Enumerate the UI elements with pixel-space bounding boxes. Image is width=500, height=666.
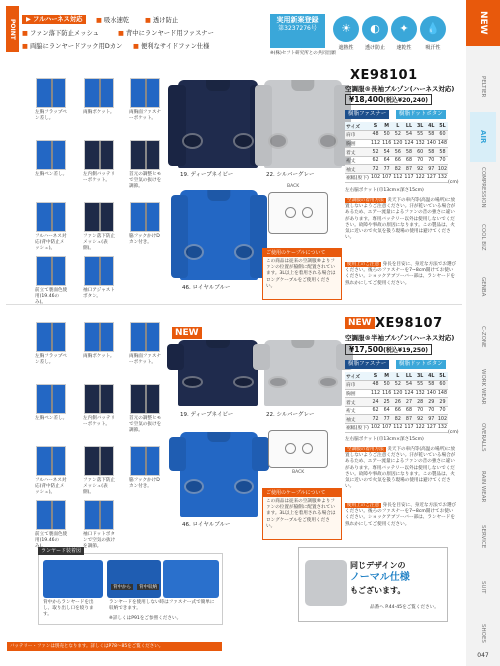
- size-cell: 70: [415, 406, 426, 415]
- size-cell: 116: [382, 140, 392, 146]
- size-cell: 着丈: [345, 398, 370, 407]
- size-cell: 62: [370, 406, 381, 415]
- size-cell: 112: [393, 175, 403, 181]
- detail-caption: 左胸ペン差し。: [35, 172, 68, 177]
- page-number: 047: [477, 652, 489, 659]
- detail-photo: [36, 322, 66, 352]
- detail-photo: [84, 384, 114, 414]
- size-cell: 148: [437, 390, 448, 396]
- size-cell: 82: [392, 415, 403, 424]
- normal-jacket-image: [305, 560, 347, 606]
- size-cell: 70: [426, 406, 437, 415]
- note-caution-1: 使用上のご注意 身長を目安に、身近な方法でお選びください。後ろのファスナーを7~8cm開けてお使いください。ショックアブソーバー部は、ランヤードを熟れかにしてご使用ください。: [345, 262, 457, 286]
- product-price-1: ¥18,400(税込¥20,240): [345, 94, 432, 105]
- color-label-blue: 46. ロイヤルブルー: [182, 285, 231, 291]
- new-tag: NEW: [172, 327, 202, 339]
- detail-caption: 両胸面ファスナーポケット。: [129, 354, 161, 365]
- sun-icon: ☀: [333, 16, 359, 42]
- size-cell: 132: [415, 140, 425, 146]
- jacket-gray-shortsleeve: [264, 340, 342, 406]
- size-cell: 92: [415, 415, 426, 424]
- size-cell: 4L: [426, 122, 437, 131]
- size-row: [345, 165, 448, 174]
- function-label: 透け防止: [364, 45, 385, 51]
- detail-photo: [36, 384, 66, 414]
- size-cell: 87: [403, 165, 414, 174]
- size-cell: 25: [381, 398, 392, 407]
- detail-photo: [84, 78, 114, 108]
- cable-caution-box-2: ご使用のケーブルについて この商品は従来の空調服®よりファンの位置が脇側に配置されています。3L以上を着用される場合はロングケーブルをご使用ください。: [262, 488, 342, 540]
- no-see-through-icon: ◐: [362, 16, 388, 42]
- feature-fan-mesh: ■ ファン落下防止メッシュ: [22, 30, 99, 37]
- size-cell: 120: [393, 390, 403, 396]
- size-cell: 132: [415, 390, 425, 396]
- note-usage-1: 空調服の着用方法 炎天下の車内等(高温の場所)に放置しないようご注意ください。汗が乾いている場合があるため、エアー流量によるファンの音の強さに違いがあります。専用バッテリー以外は使用しないでください。故障や事故の原因になります。この製品は、火気に近いので火気を扱う現場の使用は避けてください。: [345, 198, 456, 241]
- size-cell: 袖丈: [345, 415, 370, 424]
- size-cell: 140: [426, 140, 436, 146]
- size-cell: 72: [370, 165, 381, 174]
- size-cell: 64: [381, 156, 392, 165]
- detail-caption: ファン落下防止メッシュ(表側)。: [83, 234, 116, 251]
- sidebar-new-badge: NEW: [466, 0, 500, 46]
- patent-note: ※(株)セフト研究所との共同出願: [270, 51, 336, 56]
- size-cell: 77: [381, 165, 392, 174]
- color-label-gray-2: 22. シルバーグレー: [266, 412, 315, 418]
- size-cell: 27: [403, 398, 414, 407]
- size-cell: 70: [437, 406, 448, 415]
- unit-2: (cm): [448, 430, 459, 435]
- detail-caption: 左胸フラップペン差し。: [35, 110, 67, 121]
- size-cell: 120: [393, 140, 403, 146]
- size-cell: 124: [404, 140, 414, 146]
- tag-button-1: 樹脂ドットボタン: [396, 110, 446, 119]
- jacket-blue-longsleeve: [180, 190, 258, 280]
- detail-photo: [130, 446, 160, 476]
- detail-photo: [84, 446, 114, 476]
- sidebar-item-work-wear[interactable]: WORK WEAR: [480, 369, 486, 405]
- size-cell: 132: [437, 175, 448, 181]
- detail-photo: [130, 322, 160, 352]
- size-cell: 58: [426, 381, 437, 390]
- size-table-2: [345, 372, 448, 433]
- size-cell: 127: [426, 425, 436, 431]
- new-badge-2: NEW: [345, 317, 375, 329]
- detail-caption: フルハーネス対応(背中防止メッシュ)。: [35, 478, 67, 495]
- size-cell: 55: [415, 131, 426, 140]
- detail-caption: 脇フックかけDカン付き。: [129, 478, 160, 489]
- size-cell: 裄丈: [345, 156, 370, 165]
- detail-photo: [36, 140, 66, 170]
- detail-caption: 前立て裏面色使用(19.46のみ)。: [35, 288, 68, 305]
- size-cell: 62: [370, 156, 381, 165]
- detail-photo: [36, 78, 66, 108]
- size-row: [345, 398, 448, 407]
- detail-caption: 両胸ポケット。: [83, 110, 115, 115]
- size-row: [345, 174, 448, 183]
- note-caution-2: 使用上のご注意 身長を目安に、身近な方法でお選びください。後ろのファスナーを7~8cm開けてお使いください。ショックアブソーバー部は、ランヤードを熟れかにしてご使用ください。: [345, 503, 457, 527]
- size-cell: 50: [381, 381, 392, 390]
- back-view-drawing: [268, 192, 328, 234]
- detail-caption: フルハーネス対応(背中防止メッシュ)。: [35, 234, 67, 251]
- size-cell: サイズ: [345, 122, 370, 131]
- size-row: [345, 156, 448, 165]
- size-cell: 107: [382, 425, 392, 431]
- tag-zipper-2: 樹脂ファスナー: [345, 360, 389, 369]
- size-cell: 92: [415, 165, 426, 174]
- size-cell: 28: [415, 398, 426, 407]
- tag-button-2: 樹脂ドットボタン: [396, 360, 446, 369]
- pocket-note-1: 左右脇ポケット(巾13cm×深さ15cm): [345, 188, 424, 193]
- size-cell: 4L: [426, 372, 437, 381]
- size-cell: S: [370, 372, 381, 381]
- detail-photo: [84, 202, 114, 232]
- size-cell: 140: [426, 390, 436, 396]
- size-cell: 102: [370, 425, 381, 431]
- size-cell: 124: [404, 390, 414, 396]
- size-cell: 132: [437, 425, 448, 431]
- product-name-2: 空調服®半袖ブルゾン(ハーネス対応): [345, 334, 455, 342]
- size-cell: 24: [370, 398, 381, 407]
- detail-photo: [84, 322, 114, 352]
- size-cell: 5L: [437, 372, 448, 381]
- detail-caption: 袖口アジャストボタン。: [83, 288, 115, 299]
- normal-spec-text: 同じデザインの ノーマル仕様 もございます。: [350, 561, 410, 596]
- unit-1: (cm): [448, 180, 459, 185]
- sidebar-item-overalls[interactable]: OVERALLS: [480, 422, 486, 452]
- size-cell: 68: [403, 406, 414, 415]
- size-cell: 56: [392, 148, 403, 157]
- size-cell: 66: [392, 156, 403, 165]
- size-cell: L: [392, 372, 403, 381]
- size-cell: 48: [370, 131, 381, 140]
- size-cell: 29: [426, 398, 437, 407]
- sidebar-item-compression[interactable]: COMPRESSION: [480, 166, 486, 208]
- sidebar-item-suit[interactable]: SUIT: [480, 580, 486, 594]
- size-table-1: [345, 122, 448, 183]
- size-row: [345, 389, 448, 398]
- detail-caption: 袖口ドットボタンで空気の抜けを調節。: [83, 532, 116, 549]
- size-cell: 60: [415, 148, 426, 157]
- feature-side-fan: ■ 便利なサイドファン仕様: [133, 43, 210, 50]
- size-cell: 68: [403, 156, 414, 165]
- feature-lanyard-zipper: ■ 背中にランヤード用ファスナー: [118, 30, 214, 37]
- size-cell: LL: [403, 372, 414, 381]
- detail-caption: 首元の調整ヒモで空気の抜けを調節。: [129, 416, 162, 433]
- size-cell: 26: [392, 398, 403, 407]
- feature-no-see-through: ■ 透け防止: [145, 17, 179, 24]
- detail-photo: [84, 500, 114, 530]
- detail-photo: [36, 256, 66, 286]
- size-cell: L: [392, 122, 403, 131]
- color-label-navy-2: 19. ディープネイビー: [180, 412, 234, 418]
- detail-photo: [130, 78, 160, 108]
- normal-spec-ref: 品番へ P.44-45をご覧ください。: [370, 605, 439, 610]
- size-cell: 112: [370, 140, 381, 146]
- detail-photo: [84, 256, 114, 286]
- size-cell: 裄丈: [345, 406, 370, 415]
- jacket-gray-longsleeve: [264, 80, 342, 168]
- detail-caption: 首元の調整ヒモで空気の抜けを調節。: [129, 172, 162, 189]
- size-cell: 3L: [415, 372, 426, 381]
- sidebar-item-air[interactable]: AIR: [470, 112, 496, 162]
- lanyard-use-photo: 背中から 背中収納: [107, 560, 161, 598]
- size-cell: 55: [415, 381, 426, 390]
- size-cell: 52: [370, 148, 381, 157]
- size-cell: 148: [437, 140, 448, 146]
- detail-caption: 両胸ポケット。: [83, 354, 115, 359]
- size-row: [345, 122, 448, 131]
- sidebar-item-genba[interactable]: GENBA: [480, 277, 486, 297]
- size-cell: 胸囲: [345, 139, 370, 148]
- size-cell: 裾幅(股下): [345, 424, 370, 433]
- size-cell: 袖丈: [345, 165, 370, 174]
- detail-photo: [36, 202, 66, 232]
- detail-caption: 脇フックかけDカン付き。: [129, 234, 160, 245]
- size-cell: 54: [403, 131, 414, 140]
- pocket-note-2: 左右脇ポケット(巾13cm×深さ15cm): [345, 437, 424, 442]
- size-row: [345, 415, 448, 424]
- product-code-1: XE98101: [350, 68, 418, 83]
- feature-quick-dry: ■ 吸水速乾: [96, 17, 130, 24]
- size-cell: 胸囲: [345, 389, 370, 398]
- size-cell: 102: [370, 175, 381, 181]
- product-name-1: 空調服®長袖ブルゾン(ハーネス対応): [345, 85, 455, 93]
- size-row: [345, 381, 448, 390]
- size-cell: S: [370, 122, 381, 131]
- size-row: [345, 406, 448, 415]
- color-label-navy: 19. ディープネイビー: [180, 172, 234, 178]
- sidebar-item-c-zone[interactable]: C-ZONE: [480, 326, 486, 348]
- jacket-blue-shortsleeve: [180, 432, 258, 517]
- footer-battery-note: バッテリー・ファンは別売となります。詳しくはP78～85をご覧ください。: [7, 642, 222, 651]
- back-label-2: BACK: [292, 470, 305, 475]
- size-cell: 107: [382, 175, 392, 181]
- lanyard-diagram-box: 背中から 背中収納 背中からランヤードを出し、取り出し口を絞ります。 ランヤードを使用しない時はファスナー式で簡単に収納できます。 ※詳しくはP91をご参照ください。: [38, 553, 223, 625]
- lanyard-photo: [43, 560, 103, 598]
- size-cell: 127: [426, 175, 436, 181]
- size-row: [345, 139, 448, 148]
- sidebar-item-service[interactable]: SERVICE: [480, 525, 486, 549]
- quick-dry-icon: ✦: [391, 16, 417, 42]
- size-cell: 54: [381, 148, 392, 157]
- detail-caption: 左内側バッテリーポケット。: [83, 172, 116, 183]
- size-cell: 肩巾: [345, 381, 370, 390]
- lanyard-title: ランヤード装着図: [38, 547, 84, 555]
- size-cell: 116: [382, 390, 392, 396]
- jacket-navy-shortsleeve: [178, 340, 258, 406]
- size-cell: 97: [426, 165, 437, 174]
- tag-zipper-1: 樹脂ファスナー: [345, 110, 389, 119]
- size-cell: 102: [437, 166, 448, 172]
- size-row: [345, 372, 448, 381]
- size-cell: 72: [370, 415, 381, 424]
- note-usage-2: 空調服の着用方法 炎天下の車内等(高温の場所)に放置しないようご注意ください。汗が乾いている場合があるため、エアー流量によるファンの音の強さに違いがあります。専用バッテリー以外は使用しないでください。故障や事故の原因になります。この製品は、火気に近いので火気を扱う現場の使用は避けてください。: [345, 447, 456, 490]
- size-cell: 肩巾: [345, 131, 370, 140]
- size-cell: 102: [437, 416, 448, 422]
- size-row: [345, 131, 448, 140]
- detail-photo: [36, 446, 66, 476]
- point-label: POINT: [6, 6, 19, 52]
- size-cell: 着丈: [345, 148, 370, 157]
- sweat-absorb-icon: 💧: [420, 16, 446, 42]
- size-cell: 52: [392, 131, 403, 140]
- back-view-drawing-2: [268, 430, 328, 468]
- detail-photo: [130, 202, 160, 232]
- size-cell: 122: [415, 425, 425, 431]
- color-label-gray: 22. シルバーグレー: [266, 172, 315, 178]
- feature-d-ring: ■ 両脇にランヤードフック用Dカン: [22, 43, 123, 50]
- size-cell: 70: [415, 156, 426, 165]
- size-cell: 54: [403, 381, 414, 390]
- size-cell: 58: [403, 148, 414, 157]
- section-divider: [6, 304, 462, 305]
- detail-photo: [84, 140, 114, 170]
- detail-caption: 左内側バッテリーポケット。: [83, 416, 116, 427]
- size-cell: 112: [393, 425, 403, 431]
- detail-photo: [130, 140, 160, 170]
- detail-caption: 前立て裏面色使用(19.46のみ)。: [35, 532, 68, 549]
- feature-harness: ▶ フルハーネス対応: [22, 15, 86, 24]
- size-cell: 50: [381, 131, 392, 140]
- size-cell: 58: [437, 148, 448, 157]
- size-cell: 60: [437, 131, 448, 140]
- product-price-2: ¥17,500(税込¥19,250): [345, 344, 432, 355]
- size-cell: 5L: [437, 122, 448, 131]
- product-code-2: XE98107: [375, 316, 443, 331]
- cable-caution-box-1: ご使用のケーブルについて この商品は従来の空調服®よりファンの位置が脇側に配置されています。3L以上を着用される場合はロングケーブルをご使用ください。: [262, 248, 342, 300]
- size-cell: 82: [392, 165, 403, 174]
- function-label: 速乾性: [396, 45, 412, 51]
- size-cell: LL: [403, 122, 414, 131]
- size-cell: 52: [392, 381, 403, 390]
- detail-caption: 左胸フラップペン差し。: [35, 354, 67, 365]
- size-cell: 97: [426, 415, 437, 424]
- size-cell: 裾幅(股下): [345, 174, 370, 183]
- detail-caption: ファン落下防止メッシュ(表側)。: [83, 478, 116, 495]
- size-cell: 70: [426, 156, 437, 165]
- size-row: [345, 148, 448, 157]
- sidebar-item-shoes[interactable]: SHOES: [480, 623, 486, 643]
- size-cell: M: [381, 372, 392, 381]
- size-cell: 29: [437, 398, 448, 407]
- size-cell: 64: [381, 406, 392, 415]
- size-cell: 58: [426, 148, 437, 157]
- size-cell: 48: [370, 381, 381, 390]
- jacket-navy-longsleeve: [178, 80, 258, 168]
- size-cell: 58: [426, 131, 437, 140]
- detail-caption: 両胸面ファスナーポケット。: [129, 110, 161, 121]
- size-cell: 70: [437, 156, 448, 165]
- size-cell: 60: [437, 381, 448, 390]
- size-cell: 112: [370, 390, 381, 396]
- size-cell: 87: [403, 415, 414, 424]
- size-cell: 66: [392, 406, 403, 415]
- color-label-blue-2: 46. ロイヤルブルー: [182, 522, 231, 528]
- size-cell: 3L: [415, 122, 426, 131]
- function-label: 吸汗性: [425, 45, 441, 51]
- detail-caption: 左胸ペン差し。: [35, 416, 68, 421]
- detail-photo: [130, 384, 160, 414]
- sidebar-item-cool-biz[interactable]: COOL BIZ: [480, 223, 486, 251]
- size-cell: M: [381, 122, 392, 131]
- size-cell: 117: [404, 425, 414, 431]
- size-cell: 77: [381, 415, 392, 424]
- detail-photo: [36, 500, 66, 530]
- size-cell: サイズ: [345, 372, 370, 381]
- sidebar-item-rain-wear[interactable]: RAIN WEAR: [480, 471, 486, 503]
- function-label: 遮熱性: [338, 45, 354, 51]
- size-row: [345, 424, 448, 433]
- patent-badge: 実用新案登録 第3237276号: [270, 14, 325, 48]
- sidebar-item-peltier[interactable]: PELTIER: [480, 76, 486, 98]
- back-label: BACK: [287, 184, 300, 189]
- size-cell: 117: [404, 175, 414, 181]
- lanyard-stow-photo: [163, 560, 219, 598]
- size-cell: 122: [415, 175, 425, 181]
